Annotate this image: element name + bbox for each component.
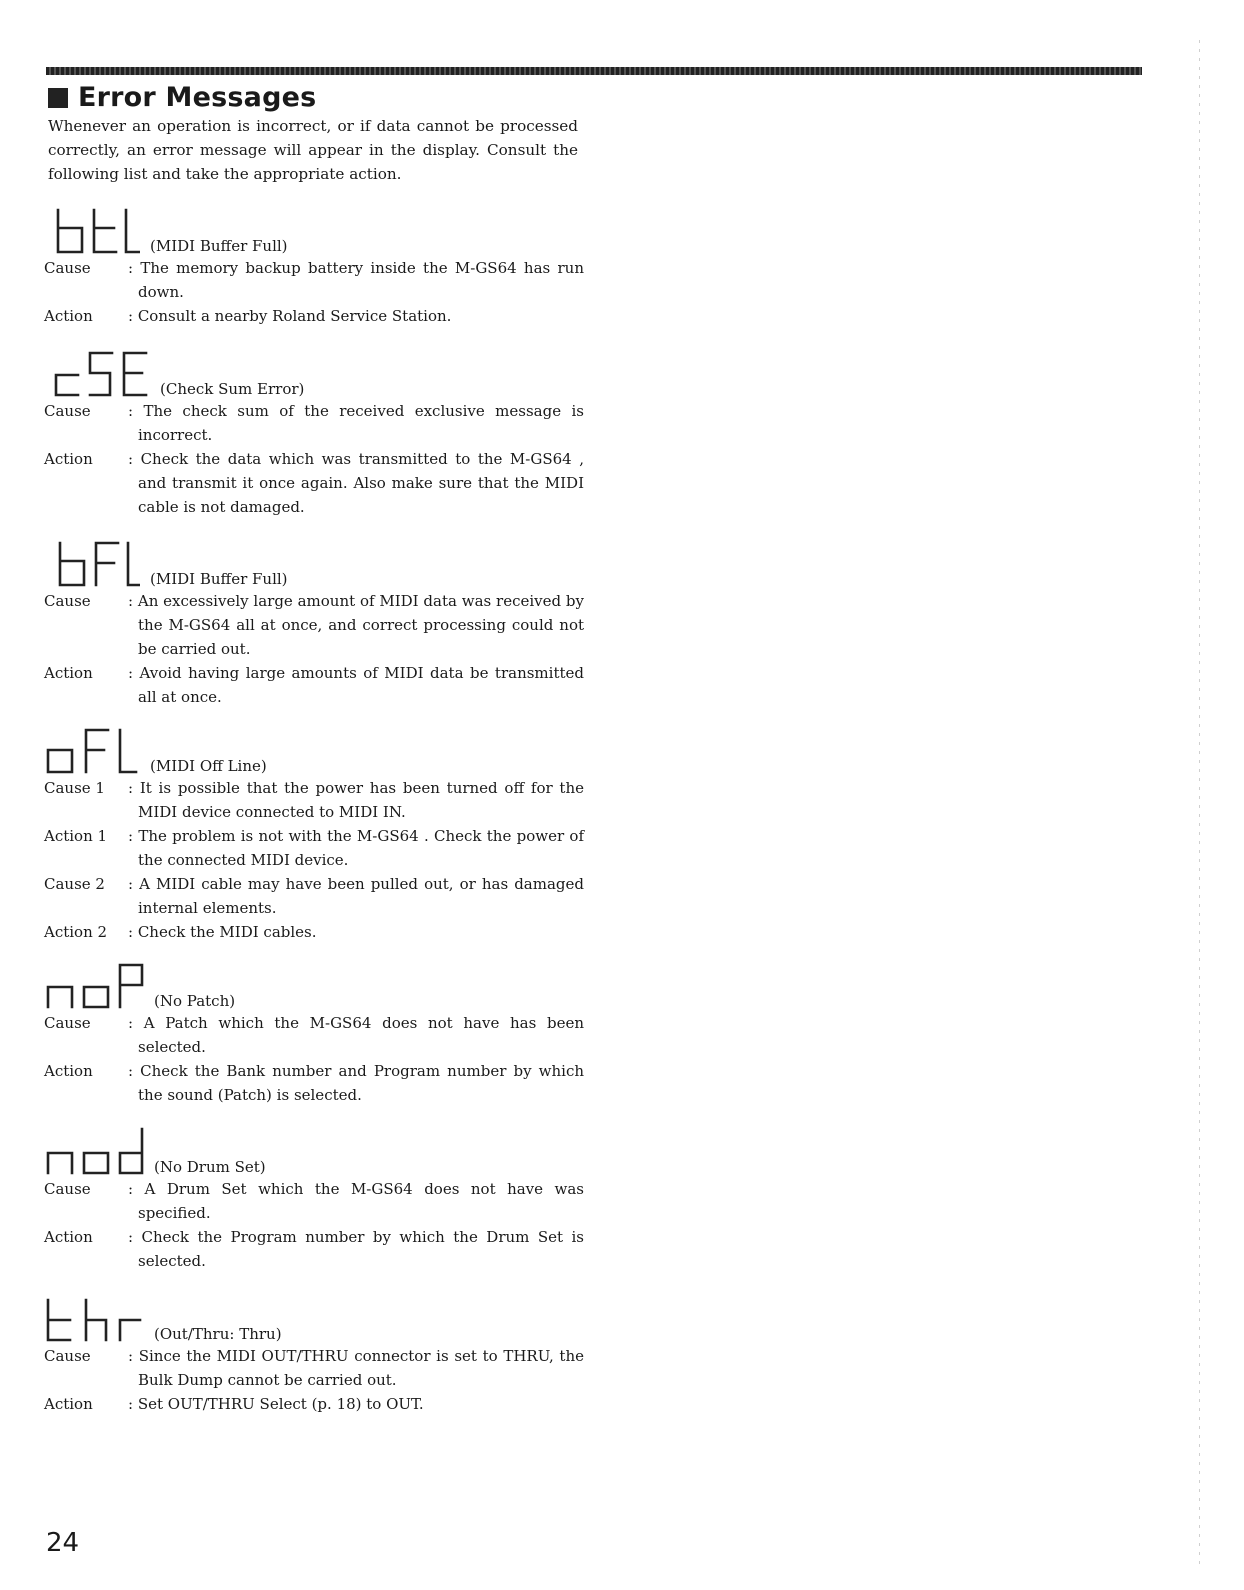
row-text: : The check sum of the received exclusive message is incorrect. [128,402,584,444]
action-row [44,1059,584,1107]
row-text: : Check the data which was transmitted to the M-GS64 , and transmit it once again. Also make sure that the MIDI cable is not damaged. [128,450,584,516]
error-entry-nod [44,1121,584,1273]
error-caption: (MIDI Buffer Full) [150,237,288,255]
row-label: Cause 2 [44,875,105,893]
action-row [44,304,584,328]
row-label: Action [44,1062,93,1080]
row-text: : An excessively large amount of MIDI data was received by the M-GS64 all at once, and correct processing could not be carried out. [128,592,584,658]
action-row [44,661,584,709]
lcd-code-bfl [44,539,140,589]
error-entry-bfl [44,533,584,709]
action-row [44,1392,584,1416]
row-text: : A Drum Set which the M-GS64 does not have was specified. [128,1180,584,1222]
row-label: Action [44,1228,93,1246]
section-title [48,82,316,113]
row-text: : Since the MIDI OUT/THRU connector is set to THRU, the Bulk Dump cannot be carried out. [128,1347,584,1389]
row-label: Cause [44,1014,91,1032]
error-caption: (MIDI Off Line) [150,757,267,775]
row-text: : Check the MIDI cables. [128,923,317,941]
error-caption: (No Patch) [154,992,236,1010]
row-text: : Set OUT/THRU Select (p. 18) to OUT. [128,1395,424,1413]
row-label: Cause [44,1180,91,1198]
cause-row [44,1177,584,1225]
scan-edge-line [1199,40,1200,1570]
action-row [44,1225,584,1273]
row-text: : It is possible that the power has been turned off for the MIDI device connected to MIDI IN. [128,779,584,821]
row-label: Cause [44,259,91,277]
row-label: Action [44,307,93,325]
row-text: : The problem is not with the M-GS64 . Check the power of the connected MIDI device. [128,827,584,869]
error-entry-btl [44,200,584,328]
intro-paragraph: Whenever an operation is incorrect, or if data cannot be processed correctly, an error message will appear in the display. Consult the following list and take the appropriate action. [48,117,578,183]
header-rule [46,67,1142,75]
error-caption: (Check Sum Error) [160,380,305,398]
row-text: : Check the Bank number and Program number by which the sound (Patch) is selected. [128,1062,584,1104]
lcd-code-nod [44,1127,144,1177]
cause-row [44,256,584,304]
error-entry-ofl [44,720,584,944]
cause-row [44,589,584,661]
lcd-code-ofl [44,726,140,776]
row-label: Cause 1 [44,779,105,797]
square-bullet-icon [48,88,68,108]
cause-row [44,399,584,447]
section-title-text: Error Messages [78,82,317,113]
row-label: Cause [44,402,91,420]
action-row [44,920,584,944]
error-caption: (No Drum Set) [154,1158,266,1176]
action-row [44,824,584,872]
row-text: : The memory backup battery inside the M-GS64 has run down. [128,259,584,301]
page-number: 24 [46,1528,80,1558]
row-label: Action [44,664,93,682]
error-entry-nop [44,955,584,1107]
error-entry-thr [44,1288,584,1416]
row-label: Action [44,450,93,468]
lcd-code-thr [44,1294,144,1344]
cause-row [44,776,584,824]
lcd-code-cse [44,349,150,399]
row-text: : A Patch which the M-GS64 does not have has been selected. [128,1014,584,1056]
cause-row [44,872,584,920]
row-text: : Avoid having large amounts of MIDI data be transmitted all at once. [128,664,584,706]
row-label: Cause [44,592,91,610]
error-caption: (MIDI Buffer Full) [150,570,288,588]
row-label: Cause [44,1347,91,1365]
lcd-code-btl [44,206,140,256]
action-row [44,447,584,519]
row-text: : A MIDI cable may have been pulled out, or has damaged internal elements. [128,875,584,917]
row-label: Action 2 [44,923,108,941]
cause-row [44,1011,584,1059]
row-text: : Consult a nearby Roland Service Station. [128,307,452,325]
cause-row [44,1344,584,1392]
row-label: Action 1 [44,827,108,845]
error-entry-cse [44,343,584,519]
row-text: : Check the Program number by which the Drum Set is selected. [128,1228,584,1270]
row-label: Action [44,1395,93,1413]
lcd-code-nop [44,961,144,1011]
error-caption: (Out/Thru: Thru) [154,1325,282,1343]
